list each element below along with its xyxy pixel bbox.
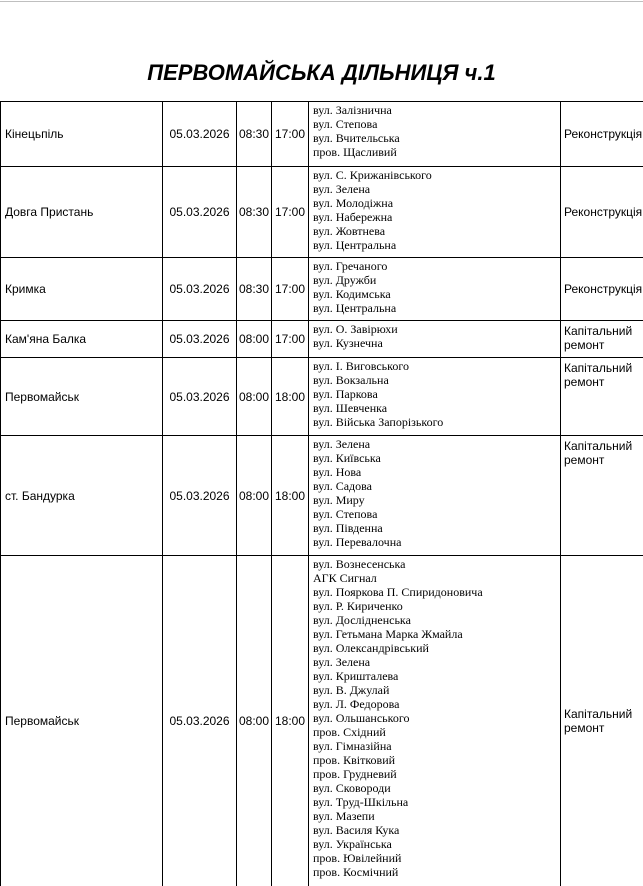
- street-item: вул. Степова: [313, 507, 560, 521]
- start-time-cell: 08:00: [237, 358, 272, 436]
- street-item: вул. О. Завірюхи: [313, 322, 560, 336]
- start-time-cell: 08:30: [237, 167, 272, 258]
- table-row: [1, 436, 643, 556]
- street-item: вул. Молодіжна: [313, 196, 560, 210]
- street-item: вул. Кришталева: [313, 669, 560, 683]
- streets-cell: [309, 102, 561, 167]
- street-item: вул. Дослідненська: [313, 613, 560, 627]
- street-item: вул. Зелена: [313, 182, 560, 196]
- date-cell: 05.03.2026: [163, 258, 237, 321]
- street-item: вул. Жовтнева: [313, 224, 560, 238]
- start-time-cell: 08:00: [237, 321, 272, 358]
- work-type-cell: Капітальний ремонт: [561, 436, 643, 556]
- work-type-cell: Капітальний ремонт: [561, 321, 643, 358]
- page-top-border: [0, 1, 643, 2]
- work-type-cell: Капітальний ремонт: [561, 556, 643, 886]
- street-item: вул. Вокзальна: [313, 373, 560, 387]
- street-item: вул. Вчительська: [313, 131, 560, 145]
- street-item: вул. Ольшанського: [313, 711, 560, 725]
- street-item: вул. Паркова: [313, 387, 560, 401]
- work-type-cell: Капітальний ремонт: [561, 358, 643, 436]
- street-item: АГК Сигнал: [313, 571, 560, 585]
- table-row: [1, 321, 643, 358]
- street-item: пров. Квітковий: [313, 753, 560, 767]
- page-title: ПЕРВОМАЙСЬКА ДІЛЬНИЦЯ ч.1: [0, 58, 643, 88]
- settlement-cell: Первомайськ: [1, 358, 163, 436]
- street-item: вул. С. Крижанівського: [313, 168, 560, 182]
- settlement-cell: Кримка: [1, 258, 163, 321]
- end-time-cell: 17:00: [272, 167, 309, 258]
- date-cell: 05.03.2026: [163, 167, 237, 258]
- table-row: [1, 358, 643, 436]
- street-item: пров. Космічний: [313, 865, 560, 879]
- settlement-cell: Первомайськ: [1, 556, 163, 886]
- street-item: пров. Щасливий: [313, 145, 560, 159]
- street-item: вул. Набережна: [313, 210, 560, 224]
- settlement-cell: Кам'яна Балка: [1, 321, 163, 358]
- street-item: вул. Центральна: [313, 301, 560, 315]
- streets-cell: [309, 167, 561, 258]
- street-item: вул. Нова: [313, 465, 560, 479]
- settlement-cell: Довга Пристань: [1, 167, 163, 258]
- street-item: вул. Гетьмана Марка Жмайла: [313, 627, 560, 641]
- table-row: [1, 102, 643, 167]
- streets-cell: [309, 358, 561, 436]
- date-cell: 05.03.2026: [163, 358, 237, 436]
- street-item: вул. Пояркова П. Спиридоновича: [313, 585, 560, 599]
- end-time-cell: 17:00: [272, 102, 309, 167]
- start-time-cell: 08:30: [237, 102, 272, 167]
- work-type-cell: Реконструкція: [561, 258, 643, 321]
- start-time-cell: 08:30: [237, 258, 272, 321]
- street-item: вул. Садова: [313, 479, 560, 493]
- street-item: вул. І. Виговського: [313, 359, 560, 373]
- work-type-cell: Реконструкція: [561, 167, 643, 258]
- street-item: вул. Залізнична: [313, 103, 560, 117]
- start-time-cell: 08:00: [237, 436, 272, 556]
- street-item: пров. Грудневий: [313, 767, 560, 781]
- table-row: [1, 167, 643, 258]
- street-item: пров. Ювілейний: [313, 851, 560, 865]
- end-time-cell: 17:00: [272, 258, 309, 321]
- street-item: вул. Кодимська: [313, 287, 560, 301]
- start-time-cell: 08:00: [237, 556, 272, 886]
- street-item: вул. Вознесенська: [313, 557, 560, 571]
- street-item: вул. Миру: [313, 493, 560, 507]
- street-item: вул. Гречаного: [313, 259, 560, 273]
- work-type-cell: Реконструкція: [561, 102, 643, 167]
- street-item: вул. Перевалочна: [313, 535, 560, 549]
- street-item: вул. Шевченка: [313, 401, 560, 415]
- settlement-cell: Кінецьпіль: [1, 102, 163, 167]
- street-item: вул. Зелена: [313, 437, 560, 451]
- street-item: вул. Олександрівський: [313, 641, 560, 655]
- table-row: [1, 258, 643, 321]
- street-item: вул. Гімназійна: [313, 739, 560, 753]
- streets-cell: [309, 556, 561, 886]
- streets-cell: [309, 436, 561, 556]
- street-item: вул. Центральна: [313, 238, 560, 252]
- street-item: вул. В. Джулай: [313, 683, 560, 697]
- street-item: вул. Сковороди: [313, 781, 560, 795]
- table-row: [1, 556, 643, 886]
- street-item: вул. Південна: [313, 521, 560, 535]
- street-item: вул. Дружби: [313, 273, 560, 287]
- date-cell: 05.03.2026: [163, 556, 237, 886]
- end-time-cell: 18:00: [272, 358, 309, 436]
- street-item: вул. Л. Федорова: [313, 697, 560, 711]
- street-item: вул. Василя Кука: [313, 823, 560, 837]
- streets-cell: [309, 258, 561, 321]
- end-time-cell: 17:00: [272, 321, 309, 358]
- street-item: вул. Українська: [313, 837, 560, 851]
- streets-cell: [309, 321, 561, 358]
- date-cell: 05.03.2026: [163, 102, 237, 167]
- street-item: вул. Р. Кириченко: [313, 599, 560, 613]
- street-item: вул. Кузнечна: [313, 336, 560, 350]
- street-item: вул. Зелена: [313, 655, 560, 669]
- street-item: вул. Мазепи: [313, 809, 560, 823]
- street-item: вул. Труд-Шкільна: [313, 795, 560, 809]
- date-cell: 05.03.2026: [163, 436, 237, 556]
- end-time-cell: 18:00: [272, 436, 309, 556]
- schedule-table: [0, 101, 643, 886]
- settlement-cell: ст. Бандурка: [1, 436, 163, 556]
- street-item: пров. Східний: [313, 725, 560, 739]
- street-item: вул. Київська: [313, 451, 560, 465]
- end-time-cell: 18:00: [272, 556, 309, 886]
- date-cell: 05.03.2026: [163, 321, 237, 358]
- street-item: вул. Степова: [313, 117, 560, 131]
- street-item: вул. Війська Запорізького: [313, 415, 560, 429]
